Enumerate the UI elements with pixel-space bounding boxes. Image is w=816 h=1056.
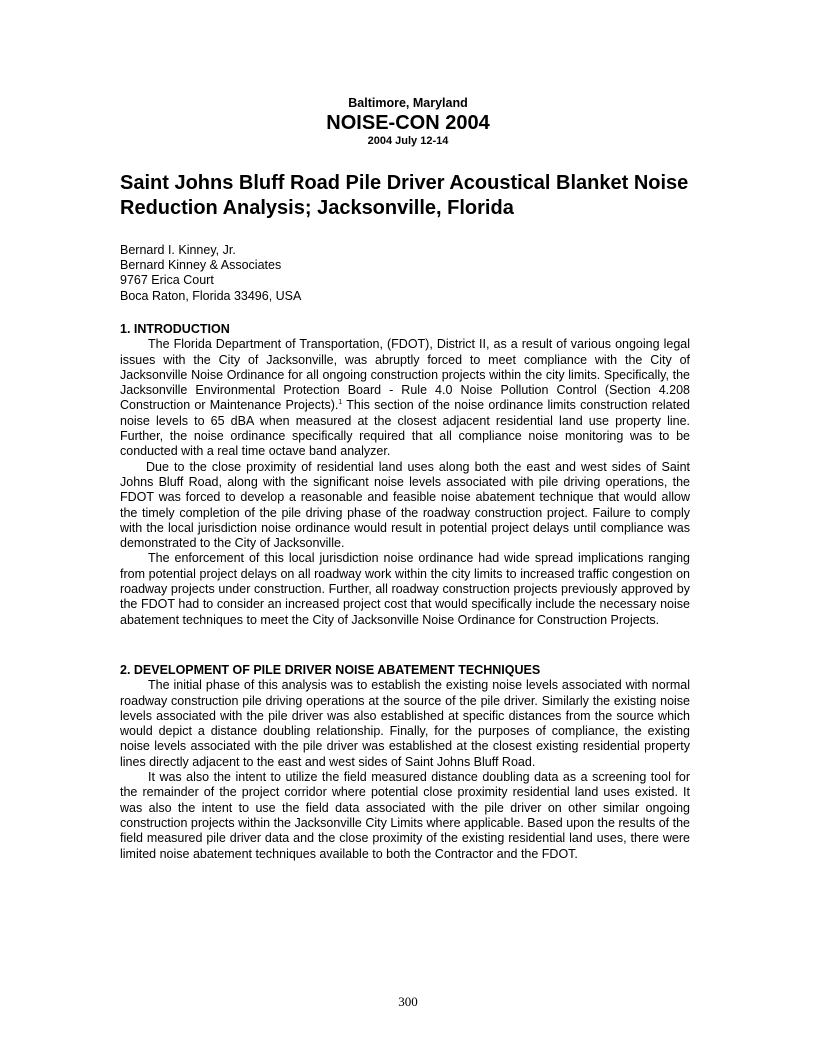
author-block [120, 243, 301, 304]
section-heading: 1. INTRODUCTION [120, 322, 230, 336]
paragraph [120, 337, 690, 459]
conference-header [0, 96, 816, 148]
paragraph: Due to the close proximity of residential land uses along both the east and west sides of Saint Johns Bluff Road, along with the significant noise levels associated with pile driving operations, the FDOT was forced to develop a reasonable and feasible noise abatement technique that would allow the timely completion of the pile driving phase of the roadway construction project. Failure to comply with the local jurisdiction noise ordinance would result in potential project delays until compliance was demonstrated to the City of Jacksonville. [120, 459, 690, 551]
conference-location: Baltimore, Maryland [348, 96, 468, 110]
conference-name: NOISE-CON 2004 [326, 112, 490, 134]
section-development [120, 663, 690, 862]
conference-dates: 2004 July 12-14 [367, 135, 449, 147]
page-number: 300 [398, 994, 418, 1009]
author-name: Bernard I. Kinney, Jr. [120, 243, 236, 257]
paragraph: The initial phase of this analysis was to establish the existing noise levels associated with normal roadway construction pile driving operations at the source of the pile driver. Similarly the existing noise levels associated with the pile driver was also established at specific distances from the source which would depict a distance doubling relationship. Finally, for the purposes of compliance, the existing noise levels associated with the pile driver was established at the closest existing residential property lines directly adjacent to the east and west sides of Saint Johns Bluff Road. [120, 678, 690, 769]
author-city: Boca Raton, Florida 33496, USA [120, 288, 302, 303]
section-introduction [120, 322, 690, 628]
author-street: 9767 Erica Court [120, 273, 214, 288]
section-heading: 2. DEVELOPMENT OF PILE DRIVER NOISE ABATEMENT TECHNIQUES [120, 663, 541, 677]
author-organization: Bernard Kinney & Associates [120, 258, 282, 273]
paper-title: Saint Johns Bluff Road Pile Driver Acoustical Blanket Noise Reduction Analysis; Jacksonville, Florida [120, 172, 689, 219]
paragraph-text: The Florida Department of Transportation, (FDOT), District II, as a result of various ongoing legal issues with the City of Jacksonville, was abruptly forced to meet compliance with the City of Jacksonville Noise Ordinance for all ongoing construction projects within the city limits. Specifically, the Jacksonville Environmental Protection Board - Rule 4.0 Noise Pollution Control (Section 4.208 Construction or Maintenance Projects). [120, 337, 690, 413]
paragraph-text: This section of the noise ordinance limits construction related noise levels to 65 dBA when measured at the closest adjacent residential land use property line. Further, the noise ordinance specifically required that all compliance noise monitoring was to be conducted with a real time octave band analyzer. [120, 398, 691, 459]
footnote-marker: 1 [338, 399, 343, 407]
paragraph: The enforcement of this local jurisdiction noise ordinance had wide spread implications ranging from potential project delays on all roadway work within the city limits to increased traffic congestion on roadway projects under construction. Further, all roadway construction projects previously approved by the FDOT had to consider an increased project cost that would specifically include the necessary noise abatement techniques to meet the City of Jacksonville Noise Ordinance for Construction Projects. [120, 551, 690, 627]
paragraph: It was also the intent to utilize the field measured distance doubling data as a screening tool for the remainder of the project corridor where potential close proximity residential land uses existed. It was also the intent to use the field data associated with the pile driver on other similar ongoing construction projects within the Jacksonville City Limits where applicable. Based upon the results of the field measured pile driver data and the close proximity of the existing residential land uses, there were limited noise abatement techniques available to both the Contractor and the FDOT. [120, 770, 690, 861]
